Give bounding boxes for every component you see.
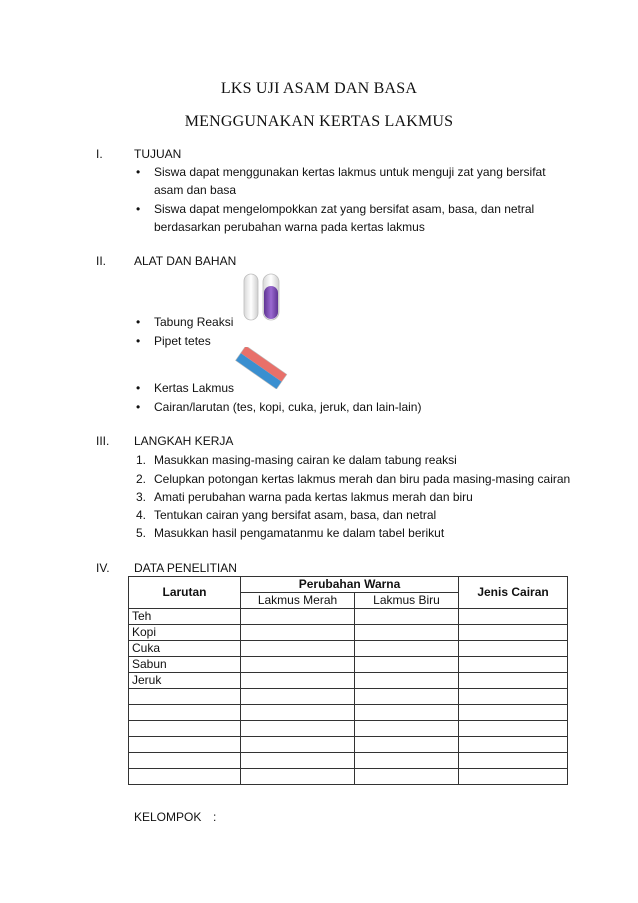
section-number: II. (96, 254, 107, 268)
bullet-icon: • (136, 381, 141, 395)
litmus-paper-icon (232, 347, 292, 389)
cell-lakmus-merah (241, 625, 355, 641)
section-number: I. (96, 147, 103, 161)
section-title: TUJUAN (134, 147, 182, 161)
test-tube-icon (237, 272, 287, 324)
header-larutan: Larutan (129, 577, 241, 609)
cell-larutan (129, 689, 241, 705)
bullet-icon: • (136, 315, 141, 329)
cell-lakmus-merah (241, 769, 355, 785)
cell-lakmus-biru (355, 625, 459, 641)
section-title: ALAT DAN BAHAN (134, 254, 237, 268)
cell-lakmus-merah (241, 705, 355, 721)
cell-jenis-cairan (459, 721, 568, 737)
cell-jenis-cairan (459, 769, 568, 785)
alat-item-3: Kertas Lakmus (154, 381, 235, 395)
header-perubahan-warna: Perubahan Warna (241, 577, 459, 593)
cell-lakmus-biru (355, 641, 459, 657)
cell-lakmus-merah (241, 609, 355, 625)
cell-lakmus-biru (355, 657, 459, 673)
table-row (129, 689, 568, 705)
table-row (129, 737, 568, 753)
bullet-icon: • (136, 334, 141, 348)
cell-lakmus-biru (355, 721, 459, 737)
cell-jenis-cairan (459, 705, 568, 721)
cell-larutan (129, 769, 241, 785)
step-number: 3. (136, 490, 147, 504)
table-row (129, 657, 568, 673)
cell-larutan (129, 721, 241, 737)
cell-jenis-cairan (459, 641, 568, 657)
cell-lakmus-merah (241, 737, 355, 753)
cell-lakmus-merah (241, 689, 355, 705)
tujuan-item-2b: berdasarkan perubahan warna pada kertas lakmus (154, 220, 425, 234)
cell-lakmus-merah (241, 673, 355, 689)
cell-larutan (129, 705, 241, 721)
cell-lakmus-merah (241, 641, 355, 657)
section-title: LANGKAH KERJA (134, 434, 234, 448)
table-row (129, 705, 568, 721)
section-number: IV. (96, 561, 110, 575)
bullet-icon: • (136, 202, 141, 216)
cell-larutan (129, 737, 241, 753)
table-row (129, 673, 568, 689)
cell-lakmus-merah (241, 753, 355, 769)
observation-table (128, 576, 568, 785)
cell-jenis-cairan (459, 737, 568, 753)
table-row (129, 609, 568, 625)
section-title: DATA PENELITIAN (134, 561, 237, 575)
table-row (129, 769, 568, 785)
step-5: Masukkan hasil pengamatanmu ke dalam tabel berikut (154, 526, 445, 540)
title-line-2: MENGGUNAKAN KERTAS LAKMUS (184, 113, 454, 130)
cell-jenis-cairan (459, 689, 568, 705)
header-jenis-cairan: Jenis Cairan (459, 577, 568, 609)
cell-lakmus-biru (355, 753, 459, 769)
table-row (129, 753, 568, 769)
cell-lakmus-biru (355, 705, 459, 721)
alat-item-2: Pipet tetes (154, 334, 211, 348)
table-row (129, 641, 568, 657)
kelompok-colon: : (213, 810, 217, 824)
bullet-icon: • (136, 165, 141, 179)
step-number: 2. (136, 472, 147, 486)
tujuan-item-2a: Siswa dapat mengelompokkan zat yang bersifat asam, basa, dan netral (154, 202, 535, 216)
step-2: Celupkan potongan kertas lakmus merah dan biru pada masing-masing cairan (154, 472, 571, 486)
cell-larutan: Teh (129, 609, 241, 625)
step-number: 1. (136, 453, 147, 467)
cell-lakmus-merah (241, 721, 355, 737)
cell-jenis-cairan (459, 609, 568, 625)
cell-jenis-cairan (459, 657, 568, 673)
tujuan-item-1a: Siswa dapat menggunakan kertas lakmus untuk menguji zat yang bersifat (154, 165, 546, 179)
bullet-icon: • (136, 400, 141, 414)
cell-jenis-cairan (459, 625, 568, 641)
cell-lakmus-biru (355, 609, 459, 625)
cell-jenis-cairan (459, 673, 568, 689)
cell-lakmus-biru (355, 737, 459, 753)
step-4: Tentukan cairan yang bersifat asam, basa, dan netral (154, 508, 437, 522)
cell-lakmus-biru (355, 769, 459, 785)
cell-lakmus-merah (241, 657, 355, 673)
cell-larutan: Sabun (129, 657, 241, 673)
cell-lakmus-biru (355, 673, 459, 689)
cell-larutan (129, 753, 241, 769)
cell-lakmus-biru (355, 689, 459, 705)
cell-jenis-cairan (459, 753, 568, 769)
step-number: 5. (136, 526, 147, 540)
cell-larutan: Jeruk (129, 673, 241, 689)
kelompok-label: KELOMPOK (134, 810, 202, 824)
step-3: Amati perubahan warna pada kertas lakmus merah dan biru (154, 490, 473, 504)
title-line-1: LKS UJI ASAM DAN BASA (220, 80, 418, 97)
tujuan-item-1b: asam dan basa (154, 183, 237, 197)
table-row (129, 625, 568, 641)
header-lakmus-biru: Lakmus Biru (355, 593, 459, 609)
alat-item-4: Cairan/larutan (tes, kopi, cuka, jeruk, dan lain-lain) (154, 400, 422, 414)
step-number: 4. (136, 508, 147, 522)
cell-larutan: Kopi (129, 625, 241, 641)
cell-larutan: Cuka (129, 641, 241, 657)
header-lakmus-merah: Lakmus Merah (241, 593, 355, 609)
alat-item-1: Tabung Reaksi (154, 315, 234, 329)
table-row (129, 721, 568, 737)
section-number: III. (96, 434, 110, 448)
step-1: Masukkan masing-masing cairan ke dalam tabung reaksi (154, 453, 457, 467)
